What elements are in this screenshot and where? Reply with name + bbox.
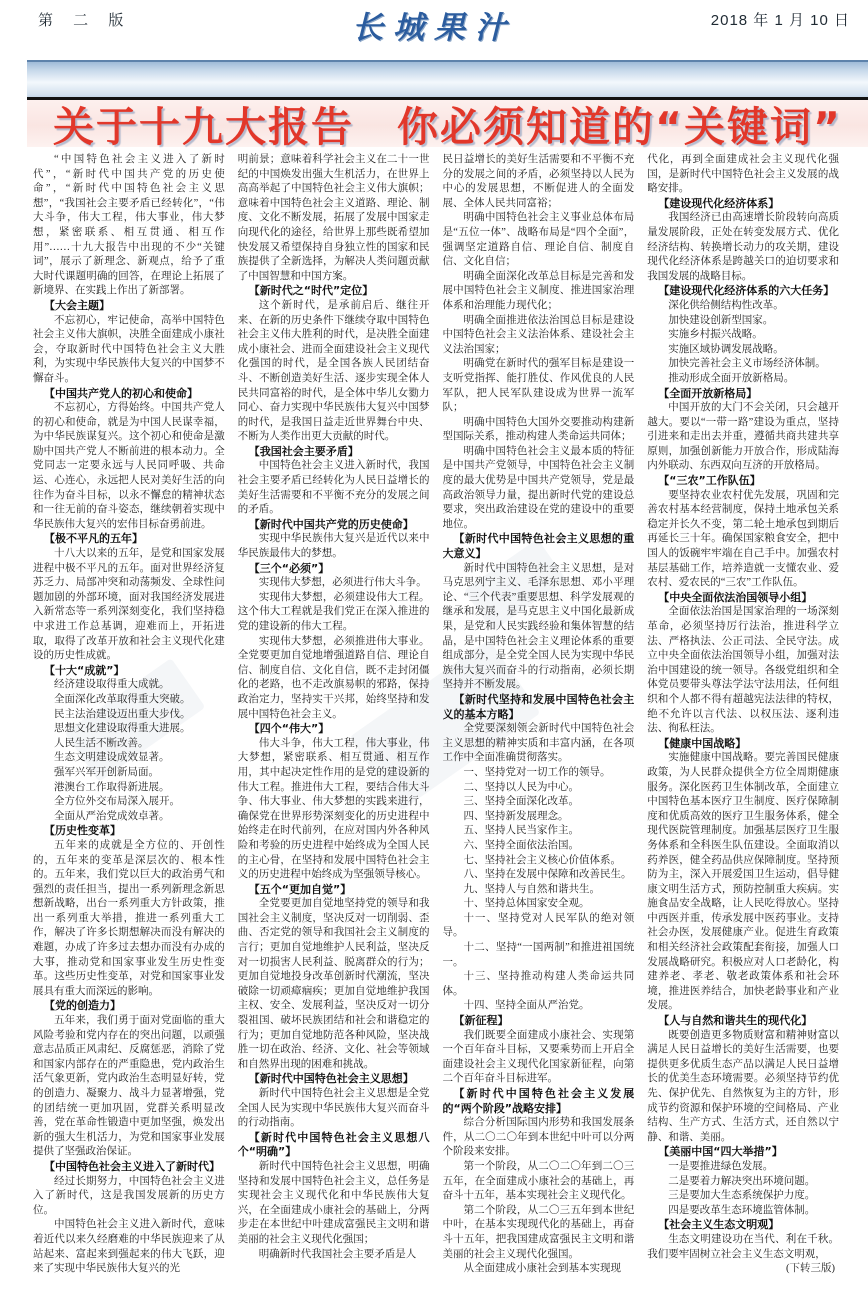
- list-line: 思想文化建设取得重大进展。: [54, 723, 191, 735]
- list-line: 实施乡村振兴战略。: [668, 329, 763, 341]
- body-paragraph: 这个新时代，是承前启后、继往开来、在新的历史条件下继续夺取中国特色社会主义伟大胜利的时代，是决胜全面建成小康社会、进而全面建设社会主义现代化强国的时代，是全国各族人民团结奋斗、不断创造美好生活、逐步实现全体人民共同富裕的时代，是全体中华儿女勠力同心、奋力实现中华民族伟大复兴中国梦的时代，是我国日益走近世界舞台中央、不断为人类作出更大贡献的时代。: [237, 299, 430, 443]
- page-number: 第 二 版: [38, 12, 132, 29]
- list-line: 十一、坚持党对人民军队的绝对领导。: [442, 912, 635, 939]
- section-header: 【三个“必须”】: [248, 561, 330, 575]
- body-paragraph: 要坚持农业农村优先发展，巩固和完善农村基本经营制度，保持土地承包关系稳定并长久不变，第二轮土地承包到期后再延长三十年。确保国家粮食安全，把中国人的饭碗牢牢端在自己手中。加强农村基层基础工作，培养造就一支懂农业、爱农村、爱农民的“三农”工作队伍。: [647, 489, 839, 589]
- body-paragraph: 伟大斗争，伟大工程，伟大事业，伟大梦想，紧密联系、相互贯通、相互作用，其中起决定性作用的是党的建设新的伟大工程。推进伟大工程，要结合伟大斗争、伟大事业、伟大梦想的实践来进行，确保党在世界形势深刻变化的历史进程中始终走在时代前列，在应对国内外各种风险和考验的历史进程中始终成为全国人民的主心骨，在坚持和发展中国特色社会主义的历史进程中始终成为坚强领导核心。: [237, 737, 430, 881]
- body-paragraph: 不忘初心，方得始终。中国共产党人的初心和使命，就是为中国人民谋幸福，为中华民族谋复兴。这个初心和使命是激励中国共产党人不断前进的根本动力。全党同志一定要永远与人民同呼吸、共命运、心连心，永远把人民对美好生活的向往作为奋斗目标，以永不懈怠的精神状态和一往无前的奋斗姿态，继续朝着实现中华民族伟大复兴的宏伟目标奋勇前进。: [33, 402, 225, 530]
- list-line: 九、坚持人与自然和谐共生。: [463, 883, 600, 895]
- list-line: 全面深化改革取得重大突破。: [54, 693, 191, 705]
- list-line: 人民生活不断改善。: [54, 737, 149, 749]
- list-line: 二是要着力解决突出环境问题。: [668, 1175, 816, 1187]
- body-paragraph: 既要创造更多物质财富和精神财富以满足人民日益增长的美好生活需要，也要提供更多优质生态产品以满足人民日益增长的优美生态环境需要。必须坚持节约优先、保护优先、自然恢复为主的方针，形成节约资源和保护环境的空间格局、产业结构、生产方式、生活方式，还自然以宁静、和谐、美丽。: [647, 1029, 839, 1143]
- body-paragraph: 实现伟大梦想，必须建设伟大工程。这个伟大工程就是我们党正在深入推进的党的建设新的伟大工程。: [237, 591, 430, 632]
- list-line: 强军兴军开创新局面。: [54, 766, 159, 778]
- list-line: 十三、坚持推动构建人类命运共同体。: [442, 971, 635, 997]
- list-line: 十二、坚持“一国两制”和推进祖国统一。: [442, 942, 635, 968]
- section-header: 【新时代中国特色社会主义思想八个“明确”】: [237, 1130, 430, 1159]
- body-paragraph: 全党要更加自觉地坚持党的领导和我国社会主义制度，坚决反对一切削弱、歪曲、否定党的领导和我国社会主义制度的言行；更加自觉地维护人民利益，坚决反对一切损害人民利益、脱离群众的行为；更加自觉地投身改革创新时代潮流，坚决破除一切顽瘴痼疾；更加自觉地维护我国主权、安全、发展利益，坚决反对一切分裂祖国、破坏民族团结和社会和谐稳定的行为；更加自觉地防范各种风险，坚决战胜一切在政治、经济、文化、社会等领域和自然界出现的困难和挑战。: [237, 898, 430, 1070]
- list-line: 六、坚持全面依法治国。: [463, 839, 579, 851]
- body-paragraph: 中国特色社会主义进入新时代，意味着近代以来久经磨难的中华民族迎来了从站起来、富起来到强起来的伟大飞跃，迎来了实现中华民族伟大复兴的光: [33, 1219, 225, 1275]
- body-paragraph: 从全面建成小康社会到基本实现现: [463, 1263, 621, 1275]
- section-header: 【新时代坚持和发展中国特色社会主义的基本方略】: [442, 692, 635, 721]
- body-paragraph: 明确全面推进依法治国总目标是建设中国特色社会主义法治体系、建设社会主义法治国家；: [442, 314, 635, 355]
- section-header: 【建设现代化经济体系】: [658, 196, 780, 210]
- section-header: 【中国共产党人的初心和使命】: [44, 386, 198, 400]
- body-paragraph: 明确中国特色大国外交要推动构建新型国际关系，推动构建人类命运共同体；: [442, 416, 635, 443]
- body-paragraph: 明确中国特色社会主义事业总体布局是“五位一体”、战略布局是“四个全面”，强调坚定道路自信、理论自信、制度自信、文化自信；: [442, 212, 635, 268]
- body-paragraph: 五年来，我们勇于面对党面临的重大风险考验和党内存在的突出问题，以顽强意志品质正风肃纪、反腐惩恶，消除了党和国家内部存在的严重隐患，党内政治生活气象更新，党内政治生态明显好转，党的创造力、凝聚力、战斗力显著增强，党的团结统一更加巩固，党群关系明显改善，党在革命性锻造中更加坚强，焕发出新的强大生机活力，为党和国家事业发展提供了坚强政治保证。: [33, 1015, 225, 1158]
- body-paragraph: 明确全面深化改革总目标是完善和发展中国特色社会主义制度、推进国家治理体系和治理能力现代化；: [442, 270, 635, 311]
- body-paragraph: 新时代中国特色社会主义思想，是对马克思列宁主义、毛泽东思想、邓小平理论、“三个代表”重要思想、科学发展观的继承和发展，是马克思主义中国化最新成果，是党和人民实践经验和集体智慧的结晶，是中国特色社会主义理论体系的重要组成部分，是全党全国人民为实现中华民族伟大复兴而奋斗的行动指南，必须长期坚持并不断发展。: [442, 562, 635, 691]
- body-paragraph: 新时代中国特色社会主义思想，明确坚持和发展中国特色社会主义，总任务是实现社会主义现代化和中华民族伟大复兴，在全面建成小康社会的基础上，分两步走在本世纪中叶建成富强民主文明和谐美丽的社会主义现代化强国；: [237, 1160, 430, 1245]
- body-paragraph: 生态文明建设功在当代、利在千秋。我们要牢固树立社会主义生态文明观，: [647, 1233, 839, 1260]
- body-paragraph: 代化，再到全面建成社会主义现代化强国，是新时代中国特色社会主义发展的战略安排。: [647, 154, 839, 195]
- list-line: 七、坚持社会主义核心价值体系。: [463, 854, 621, 866]
- list-line: 民主法治建设迈出重大步伐。: [54, 708, 191, 720]
- section-header: 【新时代中国特色社会主义思想的重大意义】: [442, 532, 635, 561]
- list-line: 全面从严治党成效卓著。: [54, 810, 170, 822]
- body-paragraph: 实现伟大梦想，必须推进伟大事业。全党要更加自觉地增强道路自信、理论自信、制度自信、文化自信，既不走封闭僵化的老路，也不走改旗易帜的邪路，保持政治定力，坚持实干兴邦，始终坚持和发展中国特色社会主义。: [237, 635, 430, 720]
- section-header: 【大会主题】: [44, 298, 110, 312]
- publication-date: 2018 年 1 月 10 日: [710, 12, 850, 29]
- article-columns: [33, 153, 839, 1281]
- list-line: 五、坚持人民当家作主。: [463, 825, 579, 837]
- body-paragraph: 全面依法治国是国家治理的一场深刻革命，必须坚持厉行法治，推进科学立法、严格执法、公正司法、全民守法。成立中央全面依法治国领导小组，加强对法治中国建设的统一领导。各级党组织和全体党员要带头尊法学法守法用法，任何组织和个人都不得有超越宪法法律的特权，绝不允许以言代法、以权压法、逐利违法、徇私枉法。: [647, 606, 839, 735]
- section-header: 【新时代之“时代”定位】: [248, 284, 374, 298]
- list-line: 推动形成全面开放新格局。: [668, 372, 795, 384]
- section-header: 【新征程】: [453, 1014, 509, 1028]
- section-header: 【四个“伟大”】: [248, 722, 330, 736]
- list-line: 一、坚持党对一切工作的领导。: [463, 766, 611, 778]
- section-header: 【中国特色社会主义进入了新时代】: [44, 1159, 220, 1173]
- news-column-2: [238, 153, 430, 1281]
- list-line: 深化供给侧结构性改革。: [668, 299, 784, 311]
- headline-band: [27, 100, 868, 151]
- body-paragraph: “中国特色社会主义进入了新时代”，“新时代中国共产党的历史使命”，“新时代中国特色社会主义思想”，“我国社会主要矛盾已经转化”，“伟大斗争，伟大工程，伟大事业，伟大梦想，紧密联系、相互贯通、相互作用”……十九大报告中出现的不少“关键词”，展示了新理念、新观点，给予了重大时代课题明确的回答，在理论上拓展了新境界、在实践上作出了新部署。: [33, 154, 225, 297]
- body-paragraph: 实现中华民族伟大复兴是近代以来中华民族最伟大的梦想。: [237, 533, 430, 560]
- list-line: 十四、坚持全面从严治党。: [463, 1000, 590, 1012]
- section-header: 【极不平凡的五年】: [44, 532, 143, 546]
- news-column-4: [647, 153, 839, 1281]
- section-header: 【美丽中国“四大举措”】: [658, 1145, 783, 1159]
- body-paragraph: 明确党在新时代的强军目标是建设一支听党指挥、能打胜仗、作风优良的人民军队，把人民军队建设成为世界一流军队；: [442, 358, 635, 414]
- list-line: 三、坚持全面深化改革。: [463, 796, 579, 808]
- body-paragraph: 经过长期努力，中国特色社会主义进入了新时代，这是我国发展新的历史方位。: [33, 1175, 225, 1216]
- section-header: 【全面开放新格局】: [658, 386, 758, 400]
- section-header: 【社会主义生态文明观】: [658, 1218, 780, 1232]
- body-paragraph: 综合分析国际国内形势和我国发展条件，从二〇二〇年到本世纪中叶可以分两个阶段来安排。: [442, 1117, 635, 1158]
- newspaper-masthead: 长城果汁: [352, 10, 516, 46]
- body-paragraph: 十八大以来的五年，是党和国家发展进程中极不平凡的五年。面对世界经济复苏乏力、局部冲突和动荡频发、全球性问题加剧的外部环境，面对我国经济发展进入新常态等一系列深刻变化，我们坚持稳中求进工作总基调，迎难而上，开拓进取，取得了改革开放和社会主义现代化建设的历史性成就。: [33, 548, 225, 662]
- news-column-3: [443, 153, 635, 1281]
- list-line: 全方位外交布局深入展开。: [54, 796, 180, 808]
- list-line: 八、坚持在发展中保障和改善民生。: [463, 869, 632, 881]
- list-line: 十、坚持总体国家安全观。: [463, 898, 590, 910]
- section-header: 【党的创造力】: [44, 999, 121, 1013]
- section-header: 【五个“更加自觉”】: [248, 882, 352, 896]
- section-header: 【中央全面依法治国领导小组】: [658, 590, 813, 604]
- body-paragraph: 第二个阶段，从二〇三五年到本世纪中叶，在基本实现现代化的基础上，再奋斗十五年，把我国建成富强民主文明和谐美丽的社会主义现代化强国。: [442, 1204, 635, 1260]
- body-paragraph: 全党要深刻领会新时代中国特色社会主义思想的精神实质和丰富内涵，在各项工作中全面准确贯彻落实。: [442, 723, 635, 764]
- body-paragraph: 我国经济已由高速增长阶段转向高质量发展阶段，正处在转变发展方式、优化经济结构、转换增长动力的攻关期，建设现代化经济体系是跨越关口的迫切要求和我国发展的战略目标。: [647, 212, 839, 282]
- body-paragraph: 明前景；意味着科学社会主义在二十一世纪的中国焕发出强大生机活力，在世界上高高举起了中国特色社会主义伟大旗帜；意味着中国特色社会主义道路、理论、制度、文化不断发展，拓展了发展中国家走向现代化的途径，给世界上那些既希望加快发展又希望保持自身独立性的国家和民族提供了全新选择，为解决人类问题贡献了中国智慧和中国方案。: [237, 154, 430, 282]
- section-header: 【新时代中国特色社会主义思想】: [248, 1072, 414, 1086]
- body-paragraph: 不忘初心，牢记使命，高举中国特色社会主义伟大旗帜，决胜全面建成小康社会，夺取新时代中国特色社会主义大胜利，为实现中华民族伟大复兴的中国梦不懈奋斗。: [33, 314, 225, 384]
- list-line: 港澳台工作取得新进展。: [54, 781, 170, 793]
- section-header: 【历史性变革】: [44, 824, 121, 838]
- body-paragraph: 实施健康中国战略。要完善国民健康政策，为人民群众提供全方位全周期健康服务。深化医药卫生体制改革，全面建立中国特色基本医疗卫生制度、医疗保障制度和优质高效的医疗卫生服务体系，健全现代医院管理制度。加强基层医疗卫生服务体系和全科医生队伍建设。全面取消以药养医，健全药品供应保障制度。坚持预防为主，深入开展爱国卫生运动，倡导健康文明生活方式，预防控制重大疾病。实施食品安全战略，让人民吃得放心。坚持中西医并重，传承发展中医药事业。支持社会办医，发展健康产业。促进生育政策和相关经济社会政策配套衔接，加强人口发展战略研究。积极应对人口老龄化，构建养老、孝老、敬老政策体系和社会环境，推进医养结合，加快老龄事业和产业发展。: [647, 752, 839, 1012]
- section-header: 【建设现代化经济体系的六大任务】: [658, 284, 835, 298]
- list-line: 一是要推进绿色发展。: [668, 1160, 774, 1172]
- list-line: 实施区域协调发展战略。: [668, 343, 784, 355]
- body-paragraph: 第一个阶段，从二〇二〇年到二〇三五年，在全面建成小康社会的基础上，再奋斗十五年，基本实现社会主义现代化。: [442, 1160, 635, 1202]
- body-paragraph: 中国开放的大门不会关闭，只会越开越大。要以“一带一路”建设为重点，坚持引进来和走出去并重，遵循共商共建共享原则，加强创新能力开放合作，形成陆海内外联动、东西双向互济的开放格局。: [647, 402, 839, 472]
- body-paragraph: 明确新时代我国社会主要矛盾是人: [258, 1248, 417, 1260]
- body-paragraph: 民日益增长的美好生活需要和不平衡不充分的发展之间的矛盾，必须坚持以人民为中心的发展思想，不断促进人的全面发展、全体人民共同富裕；: [442, 154, 635, 209]
- section-header: 【新时代中国共产党的历史使命】: [248, 517, 414, 531]
- body-paragraph: 五年来的成就是全方位的、开创性的，五年来的变革是深层次的、根本性的。五年来，我们党以巨大的政治勇气和强烈的责任担当，提出一系列新理念新思想新战略，出台一系列重大方针政策，推出一系列重大举措，推进一系列重大工作，解决了许多长期想解决而没有解决的难题，办成了许多过去想办而没有办成的大事，推动党和国家事业发生历史性变革。这些历史性变革，对党和国家事业发展具有重大而深远的影响。: [33, 839, 225, 997]
- section-header: 【十大“成就”】: [44, 663, 125, 677]
- main-headline: 关于十九大报告 你必须知道的“关键词”: [53, 103, 842, 151]
- list-line: 四、坚持新发展理念。: [463, 810, 569, 822]
- continuation-note: (下转三版): [786, 1263, 835, 1275]
- list-line: 四是要改革生态环境监管体制。: [668, 1204, 816, 1216]
- list-line: 加快建设创新型国家。: [668, 314, 774, 326]
- list-line: 三是要加大生态系统保护力度。: [668, 1190, 816, 1202]
- list-line: 生态文明建设成效显著。: [54, 752, 170, 764]
- list-line: 二、坚持以人民为中心。: [463, 781, 579, 793]
- news-column-1: [33, 153, 225, 1281]
- body-paragraph: 实现伟大梦想，必须进行伟大斗争。: [258, 577, 427, 589]
- section-header: 【“三农”工作队伍】: [658, 474, 761, 488]
- list-line: 经济建设取得重大成就。: [54, 679, 170, 691]
- section-header: 【健康中国战略】: [658, 736, 747, 750]
- body-paragraph: 我们既要全面建成小康社会、实现第一个百年奋斗目标，又要乘势而上开启全面建设社会主义现代化国家新征程，向第二个百年奋斗目标进军。: [442, 1029, 635, 1085]
- body-paragraph: 新时代中国特色社会主义思想是全党全国人民为实现中华民族伟大复兴而奋斗的行动指南。: [237, 1088, 430, 1129]
- section-header: 【我国社会主要矛盾】: [248, 444, 359, 458]
- section-header: 【人与自然和谐共生的现代化】: [658, 1014, 813, 1028]
- body-paragraph: 明确中国特色社会主义最本质的特征是中国共产党领导，中国特色社会主义制度的最大优势是中国共产党领导，党是最高政治领导力量，提出新时代党的建设总要求，突出政治建设在党的建设中的重要地位。: [442, 445, 635, 530]
- body-paragraph: 中国特色社会主义进入新时代，我国社会主要矛盾已经转化为人民日益增长的美好生活需要和不平衡不充分的发展之间的矛盾。: [237, 460, 430, 516]
- section-header: 【新时代中国特色社会主义发展的“两个阶段”战略安排】: [442, 1087, 635, 1115]
- list-line: 加快完善社会主义市场经济体制。: [668, 358, 826, 370]
